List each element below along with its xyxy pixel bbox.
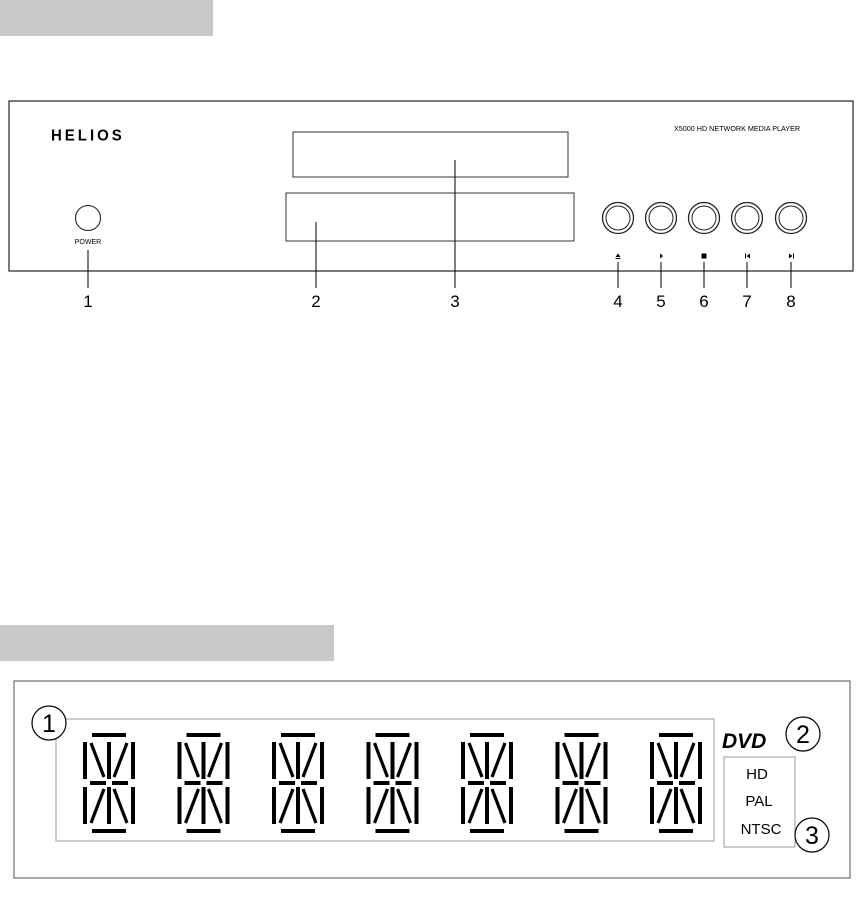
segment [131,742,135,779]
brand-logo-text: HELIOS [51,127,125,145]
callout-2: 2 [311,292,321,311]
callout-6: 6 [699,292,709,311]
segment [580,742,584,779]
display-callout-3-label: 3 [805,822,819,850]
segment [281,733,315,737]
segment [367,787,371,824]
segment [659,733,693,737]
segment [374,781,390,785]
segment [187,733,221,737]
display-callout-3 [795,818,829,852]
segment [279,781,295,785]
segment [226,787,230,824]
callout-8: 8 [786,292,796,311]
callout-1: 1 [83,292,93,311]
dvd-logo: DVD [722,730,767,753]
segment [556,742,560,779]
segment [698,742,702,779]
segment [470,829,504,833]
segment [415,742,419,779]
segment [468,781,484,785]
segment [674,742,678,779]
segment [202,787,206,824]
indicator-ntsc: NTSC [740,821,782,838]
stop-icon [702,254,707,259]
segment [83,787,87,824]
model-text: X5000 HD NETWORK MEDIA PLAYER [674,124,801,133]
segment [272,742,276,779]
indicator-hd: HD [746,766,768,783]
segment [90,781,106,785]
indicator-pal: PAL [745,793,773,810]
segment [178,787,182,824]
segment [461,742,465,779]
segment [509,742,513,779]
display-callout-1-label: 1 [42,710,56,738]
segment [178,742,182,779]
segment [301,781,317,785]
segment [207,781,223,785]
segment [92,733,126,737]
segment [391,742,395,779]
segment [396,781,412,785]
segment [461,787,465,824]
helios-logo [51,127,125,144]
segment [320,787,324,824]
segment [185,781,201,785]
segment [490,781,506,785]
segment [470,733,504,737]
segment [580,787,584,824]
segment [272,787,276,824]
callout-3: 3 [450,292,460,311]
power-button[interactable] [76,206,101,231]
segment [107,742,111,779]
segment [650,742,654,779]
segment [202,742,206,779]
segment [565,829,599,833]
segment [565,733,599,737]
segment [698,787,702,824]
segment [187,829,221,833]
display-callout-1 [32,706,66,740]
segment [509,787,513,824]
display-panel-outline [14,681,850,878]
callout-5: 5 [656,292,666,311]
segment [585,781,601,785]
front-panel [9,101,853,311]
segment [650,787,654,824]
power-label: POWER [74,239,102,246]
segment [296,787,300,824]
callout-7: 7 [742,292,752,311]
segment [112,781,128,785]
segment [131,787,135,824]
segment [679,781,695,785]
segment [415,787,419,824]
callout-4: 4 [613,292,623,311]
segment [226,742,230,779]
display-callout-2-label: 2 [796,721,810,749]
segment [563,781,579,785]
segment [659,829,693,833]
segment [83,742,87,779]
segment [107,787,111,824]
segment [556,787,560,824]
segment [376,829,410,833]
segment [367,742,371,779]
segment [391,787,395,824]
segment [376,733,410,737]
display-panel [14,681,850,878]
segment [674,787,678,824]
callout-numbers [83,292,795,311]
segment [604,787,608,824]
segment [296,742,300,779]
display-callout-2 [786,717,820,751]
segment [92,829,126,833]
segment [320,742,324,779]
segment [281,829,315,833]
segment [657,781,673,785]
segment [604,742,608,779]
segment [485,742,489,779]
segment [485,787,489,824]
